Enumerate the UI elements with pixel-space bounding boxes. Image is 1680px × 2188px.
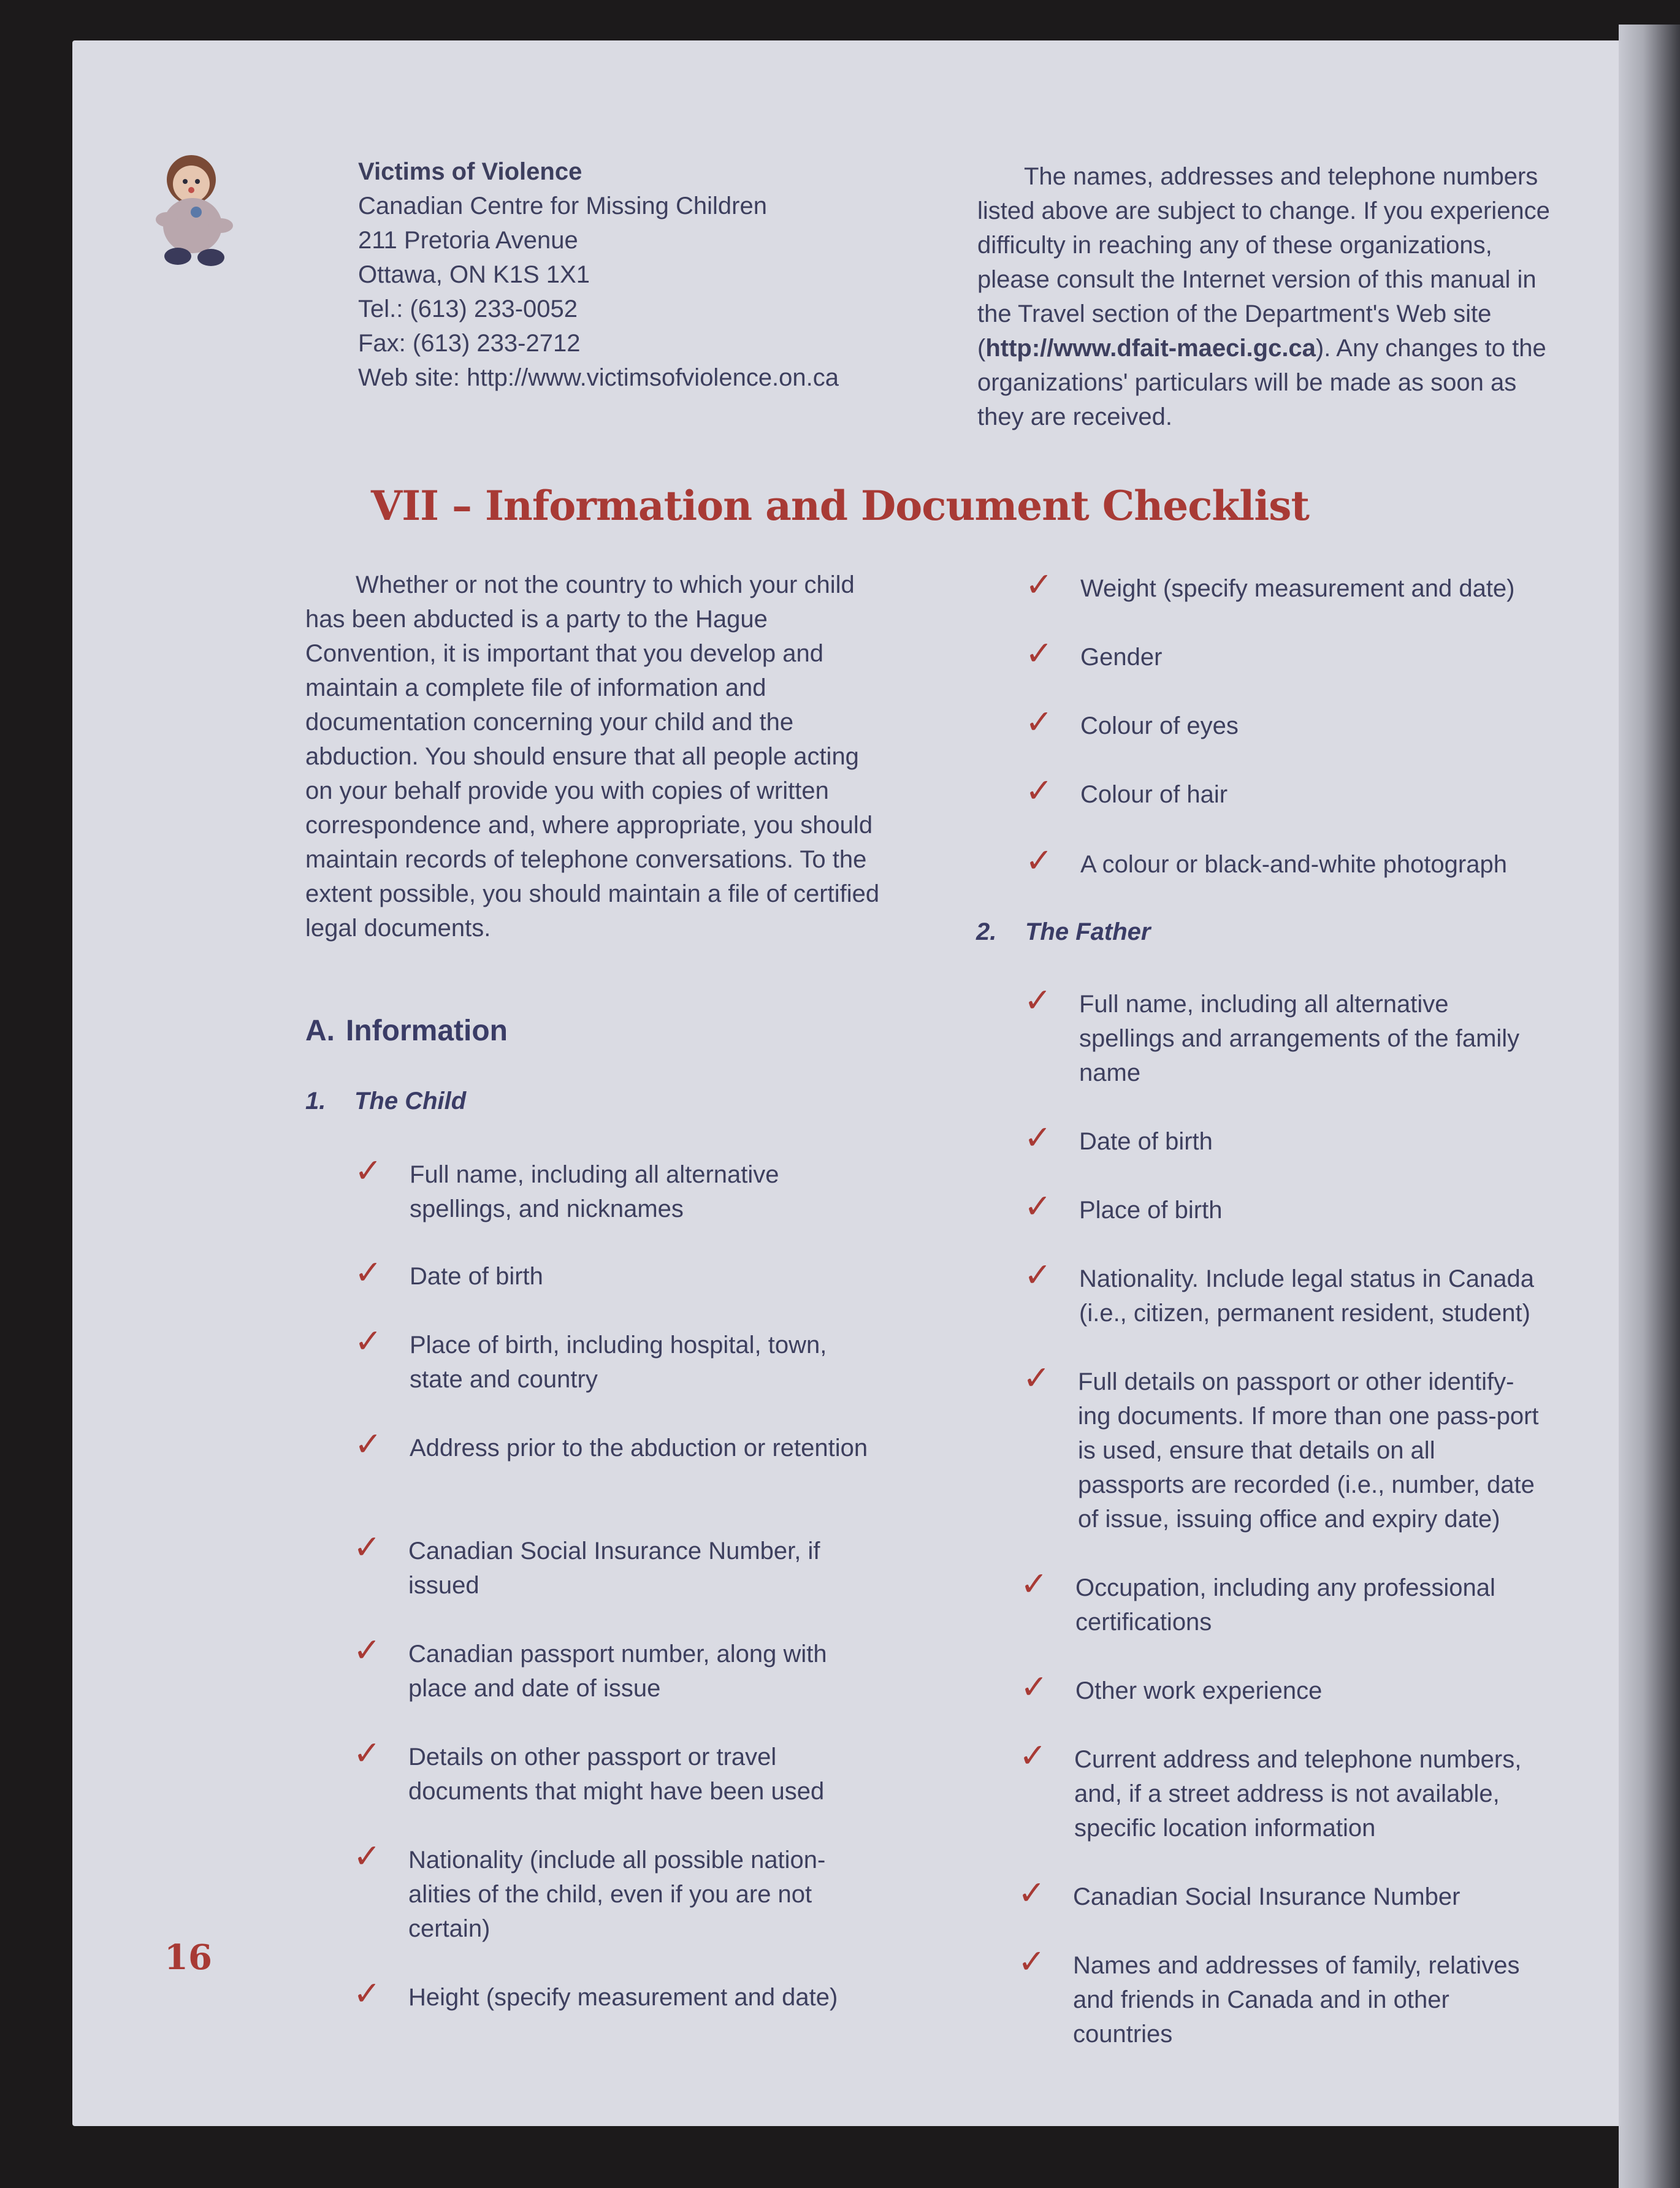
contact-org-name: Victims of Violence <box>358 158 582 185</box>
checklist-item-text: Nationality. Include legal status in Canada (i.e., citizen, permanent resident, student) <box>1079 1265 1534 1327</box>
checkmark-icon: ✓ <box>1025 634 1053 673</box>
book-spine <box>1619 25 1680 2188</box>
father-checklist-item <box>1018 1942 1539 2051</box>
checkmark-icon: ✓ <box>353 1734 381 1772</box>
checkmark-icon: ✓ <box>1025 771 1053 810</box>
subsection-number: 2. <box>976 918 997 945</box>
contact-line: 211 Pretoria Avenue <box>358 227 578 254</box>
child-checklist-item <box>353 1631 874 1706</box>
checkmark-icon: ✓ <box>1018 1874 1046 1912</box>
child-checklist-item <box>353 1528 874 1603</box>
checkmark-icon: ✓ <box>353 1528 381 1566</box>
contact-line: Ottawa, ON K1S 1X1 <box>358 261 590 288</box>
subsection-label: The Father <box>1025 918 1151 945</box>
contact-line: Web site: http://www.victimsofviolence.on.ca <box>358 364 839 391</box>
father-checklist-item <box>1023 1359 1544 1536</box>
child-checklist-item <box>353 1734 887 1809</box>
intro-paragraph <box>305 568 888 945</box>
checkmark-icon: ✓ <box>1018 1942 1046 1981</box>
child-checklist-item <box>354 1425 876 1465</box>
checklist-item-text: A colour or black-and-white photograph <box>1080 851 1507 878</box>
child-checklist-item <box>1025 771 1571 812</box>
checkmark-icon: ✓ <box>1024 1187 1052 1226</box>
checkmark-icon: ✓ <box>1024 981 1052 1020</box>
child-checklist-item <box>1025 703 1571 743</box>
child-checklist-item <box>353 1974 899 2015</box>
checkmark-icon: ✓ <box>1024 1256 1052 1294</box>
change-notice <box>977 159 1554 434</box>
checkmark-icon: ✓ <box>1020 1668 1048 1706</box>
subsection-label: The Child <box>354 1088 467 1115</box>
father-checklist-item <box>1024 1187 1533 1227</box>
checkmark-icon: ✓ <box>353 1974 381 2013</box>
contact-line: Fax: (613) 233-2712 <box>358 330 581 357</box>
checklist-item-text: Occupation, including any professional certifications <box>1075 1574 1495 1636</box>
father-checklist-item <box>1020 1668 1554 1708</box>
section-label: Information <box>346 1015 508 1047</box>
checklist-item-text: Canadian Social Insurance Number <box>1073 1883 1460 1910</box>
checkmark-icon: ✓ <box>354 1322 383 1360</box>
checklist-item-text: Colour of hair <box>1080 781 1228 808</box>
father-checklist-item <box>1024 981 1533 1090</box>
chapter-title: VII – Information and Document Checklist <box>371 482 1309 530</box>
father-checklist-item <box>1024 1118 1533 1159</box>
checklist-item-text: Gender <box>1080 644 1163 671</box>
checklist-item-text: Current address and telephone numbers, and, if a street address is not available, specific location information <box>1074 1746 1522 1842</box>
contact-block <box>358 154 910 395</box>
child-checklist-item <box>1025 634 1571 674</box>
checklist-item-text: Date of birth <box>410 1263 543 1290</box>
checklist-item-text: Other work experience <box>1075 1677 1323 1704</box>
checkmark-icon: ✓ <box>1019 1736 1047 1775</box>
checklist-item-text: Names and addresses of family, relatives and friends in Canada and in other countries <box>1073 1952 1520 2048</box>
checkmark-icon: ✓ <box>1025 841 1053 880</box>
checkmark-icon: ✓ <box>353 1631 381 1669</box>
checklist-item-text: Date of birth <box>1079 1128 1213 1155</box>
checklist-item-text: Canadian passport number, along with place and date of issue <box>408 1641 827 1702</box>
checkmark-icon: ✓ <box>1024 1118 1052 1157</box>
checklist-item-text: Address prior to the abduction or retention <box>410 1435 868 1462</box>
child-checklist-item <box>1025 841 1571 882</box>
contact-line: Canadian Centre for Missing Children <box>358 192 767 219</box>
checklist-item-text: Colour of eyes <box>1080 712 1239 739</box>
contact-line: Tel.: (613) 233-0052 <box>358 295 578 322</box>
checkmark-icon: ✓ <box>1023 1359 1051 1397</box>
child-checklist-item <box>354 1151 876 1226</box>
checklist-item-text: Full name, including all alternative spellings and arrangements of the family name <box>1079 991 1520 1086</box>
father-checklist-item <box>1018 1874 1551 1914</box>
checkmark-icon: ✓ <box>1020 1565 1048 1603</box>
subsection-heading-child <box>305 1088 466 1115</box>
checkmark-icon: ✓ <box>353 1837 381 1875</box>
notice-text: ). Any changes to the organizations' particulars will be made as soon as they are received. <box>977 335 1546 430</box>
checklist-item-text: Canadian Social Insurance Number, if issued <box>408 1538 820 1599</box>
notice-text: The names, addresses and telephone numbers listed above are subject to change. If you experience difficulty in reaching any of these organizations, please consult the Internet version of this manual in the Travel section of the Department's Web site ( <box>977 163 1550 362</box>
child-checklist-item <box>354 1253 876 1294</box>
child-checklist-item <box>354 1322 876 1397</box>
checklist-item-text: Height (specify measurement and date) <box>408 1984 838 2011</box>
notice-url[interactable]: http://www.dfait-maeci.gc.ca <box>985 335 1316 362</box>
checklist-item-text: Place of birth, including hospital, town, state and country <box>410 1332 827 1393</box>
checklist-item-text: Details on other passport or travel documents that might have been used <box>408 1744 825 1805</box>
father-checklist-item <box>1020 1565 1554 1639</box>
checkmark-icon: ✓ <box>1025 703 1053 741</box>
checklist-item-text: Full name, including all alternative spellings, and nicknames <box>410 1161 779 1222</box>
checklist-item-text: Full details on passport or other identify-ing documents. If more than one pass-port is used, ensure that details on all passports are recorded (i.e., number, date of issue, issuing office and expiry date) <box>1078 1368 1539 1533</box>
intro-text: Whether or not the country to which your child has been abducted is a party to the Hague Convention, it is important that you develop and maintain a complete file of information and documentation concerning your child and the abduction. You should ensure that all people acting on your behalf provide you with copies of written correspondence and, where appropriate, you should maintain records of telephone conversations. To the extent possible, you should maintain a file of certified legal documents. <box>305 571 880 942</box>
subsection-heading-father <box>976 918 1150 946</box>
checklist-item-text: Place of birth <box>1079 1197 1223 1224</box>
subsection-number: 1. <box>305 1088 326 1115</box>
checkmark-icon: ✓ <box>354 1253 383 1292</box>
section-heading <box>305 1014 519 1048</box>
page-number: 16 <box>164 1937 212 1978</box>
checklist-item-text: Nationality (include all possible nation-alities of the child, even if you are not certain) <box>408 1847 826 1942</box>
checkmark-icon: ✓ <box>1025 565 1053 604</box>
child-checklist-item <box>353 1837 874 1946</box>
father-checklist-item <box>1024 1256 1557 1330</box>
checkmark-icon: ✓ <box>354 1425 383 1463</box>
checklist-item-text: Weight (specify measurement and date) <box>1080 575 1515 602</box>
section-letter: A. <box>305 1015 335 1047</box>
child-checklist-item <box>1025 565 1571 606</box>
rag-doll-illustration <box>142 146 253 269</box>
checkmark-icon: ✓ <box>354 1151 383 1190</box>
father-checklist-item <box>1019 1736 1540 1845</box>
